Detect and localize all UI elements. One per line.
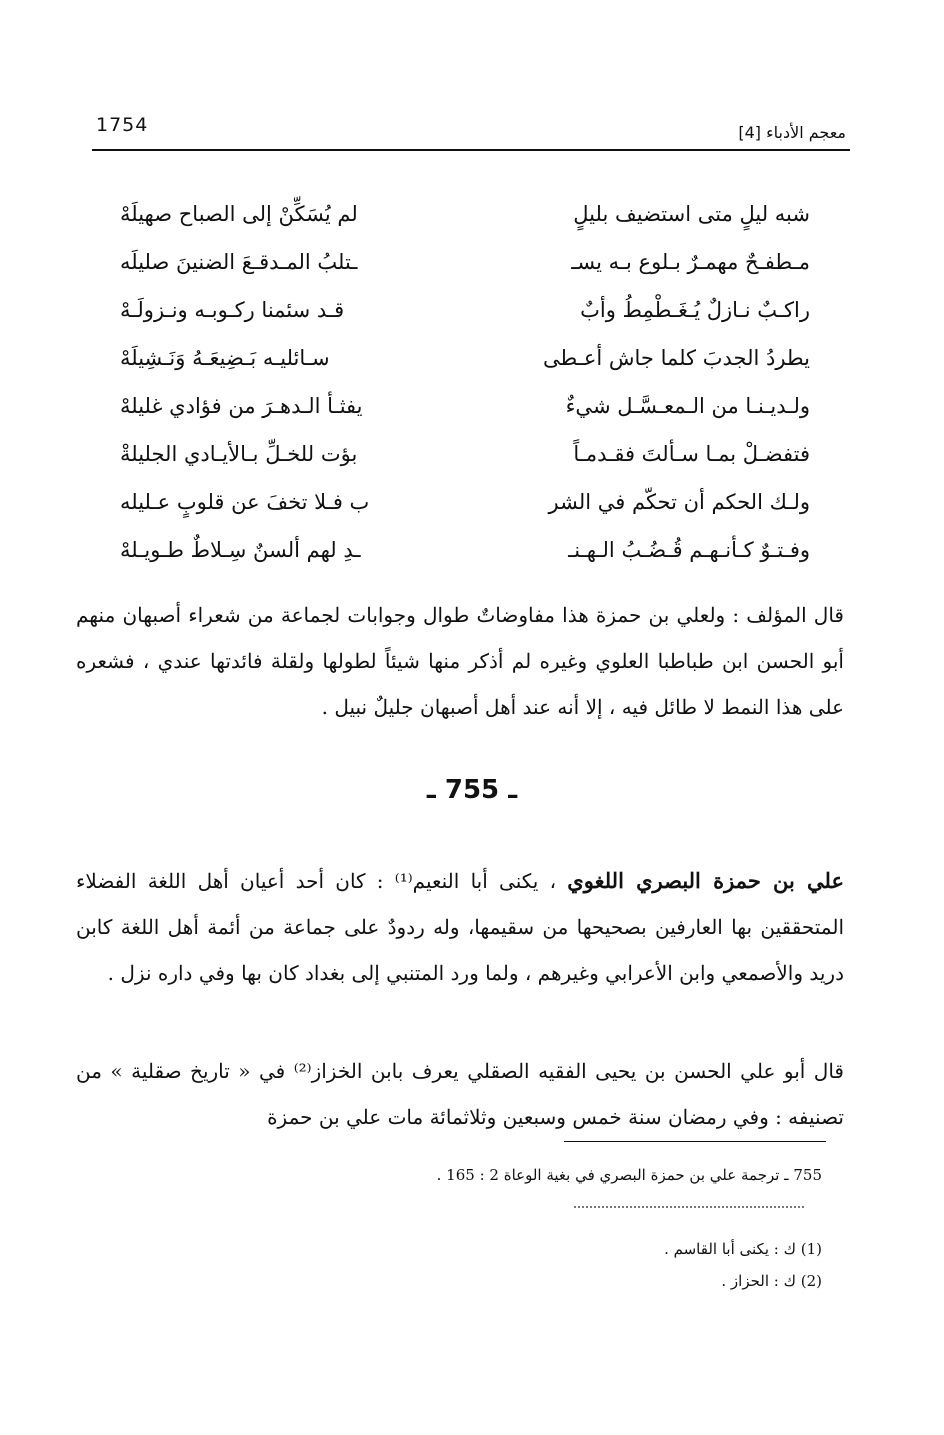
verse-second-hemistich: لم يُسَكِّنْ إلى الصباح صهيلَهْ — [120, 202, 358, 226]
verse-first-hemistich: راكـبٌ نـازلٌ يُـغَـطْمِطُ وأبٌ — [580, 298, 810, 322]
verse-second-hemistich: ـتلبُ المـدقـعَ الضنينَ صليلَه — [120, 250, 358, 274]
verse-first-hemistich: وفـتـوٌ كـأنـهـم قُـضُـبُ الـهـنـ — [568, 538, 810, 562]
poem-verse — [120, 478, 810, 526]
verse-first-hemistich: ولـديـنـا من الـمعـسَّـل شيءٌ — [565, 394, 810, 418]
running-header-title: معجم الأدباء [4] — [738, 123, 846, 142]
footnote-entry-source: 755 ـ ترجمة علي بن حمزة البصري في بغية الوعاة 2 : 165 . — [436, 1166, 822, 1184]
verse-first-hemistich: يطردُ الجدبَ كلما جاش أعـطى — [542, 346, 810, 370]
subject-name: علي بن حمزة البصري اللغوي — [567, 868, 845, 893]
poem-verse — [120, 238, 810, 286]
header-rule — [92, 149, 850, 151]
footnote-dotted-separator — [574, 1206, 804, 1208]
biography-paragraph — [76, 858, 844, 996]
poem-verse — [120, 190, 810, 238]
poem-verse — [120, 334, 810, 382]
footnote-rule — [564, 1141, 826, 1142]
verse-first-hemistich: شبه ليلٍ متى استضيف بليلٍ — [573, 202, 810, 226]
poem-verse — [120, 526, 810, 574]
page-number: 1754 — [96, 114, 149, 136]
author-note-paragraph: قال المؤلف : ولعلي بن حمزة هذا مفاوضاتٌ طوال وجوابات لجماعة من شعراء أصبهان منهم أبو الحسن ابن طباطبا العلوي وغيره لم أذكر منها شيئاً لطولها ولقلة فائدتها عندي ، فشعره على هذا النمط لا طائل فيه ، إلا أنه عند أهل أصبهان جليلٌ نبيل . — [76, 603, 844, 719]
verse-second-hemistich: ـدِ لهم ألسنٌ سِـلاطٌ طـويـلهْ — [120, 538, 361, 562]
verse-second-hemistich: سـائليـه بَـضِيعَـهُ وَنَـشِيلَهْ — [120, 346, 330, 370]
entry-number: ـ 755 ـ — [426, 775, 518, 805]
verse-second-hemistich: بؤت للخـلِّ بـالأيـادي الجليلةْ — [120, 442, 358, 466]
poem — [120, 190, 810, 574]
history-paragraph: قال أبو علي الحسن بن يحيى الفقيه الصقلي يعرف بابن الخزاز⁽²⁾ في « تاريخ صقلية » من تصنيفه : وفي رمضان سنة خمس وسبعين وثلاثمائة مات علي بن حمزة — [76, 1059, 844, 1129]
verse-second-hemistich: يفثـأ الـدهـرَ من فؤادي غليلهْ — [120, 394, 363, 418]
verse-first-hemistich: ولـك الحكم أن تحكّم في الشر — [548, 490, 810, 514]
poem-verse — [120, 286, 810, 334]
footnote-1: (1) ك : يكنى أبا القاسم . — [664, 1240, 822, 1258]
biography-text: ، يكنى أبا النعيم⁽¹⁾ : كان أحد أعيان أهل اللغة الفضلاء المتحققين بها العارفين بصحيحها من سقيمها، وله ردودٌ على جماعة من أئمة أهل اللغة كابن دريد والأصمعي وابن الأعرابي وغيرهم ، ولما ورد المتنبي إلى بغداد كان بها وفي داره نزل . — [76, 869, 844, 985]
verse-first-hemistich: مـطفـحٌ مهمـرٌ بـلوع بـه يسـ — [571, 250, 810, 274]
footnote-2: (2) ك : الحزاز . — [721, 1272, 822, 1290]
poem-verse — [120, 430, 810, 478]
verse-second-hemistich: ب فـلا تخفَ عن قلوبٍ عـليله — [120, 490, 370, 514]
verse-first-hemistich: فتفضـلْ بمـا سـألتَ فقـدمـاً — [573, 442, 810, 466]
poem-verse — [120, 382, 810, 430]
verse-second-hemistich: قـد سئمنا ركـوبـه ونـزولَـهْ — [120, 298, 345, 322]
